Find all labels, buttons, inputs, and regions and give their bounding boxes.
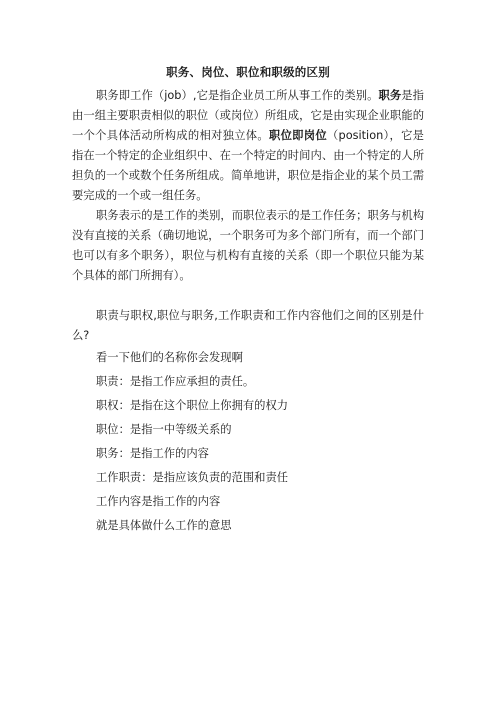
document-title: 职务、岗位、职位和职级的区别: [166, 65, 330, 79]
list-line: 工作职责：是指应该负责的范围和责任: [96, 471, 289, 484]
p1-bold-term-position: 职位即岗位: [269, 129, 327, 142]
list-line: 看一下他们的名称你会发现啊: [96, 351, 243, 364]
document-content: [72, 64, 424, 538]
list-line: 职权：是指在这个职位上你拥有的权力: [96, 399, 289, 412]
list-line: 职务：是指工作的内容: [96, 447, 209, 460]
paragraph-question: 职责与职权,职位与职务,工作职责和工作内容他们之间的区别是什么?: [72, 309, 424, 342]
paragraph-job-definition: [72, 86, 424, 206]
p1-sentence-2: 是指由一组主要职责相似的职位（或岗位）所组成，它是由实现企业职能的一个个具体活动所构成的相对独立体。: [72, 89, 424, 142]
list-line: 工作内容是指工作的内容: [96, 495, 221, 508]
list-line: 就是具体做什么工作的意思: [96, 519, 232, 532]
list-line: 职位：是指一中等级关系的: [96, 423, 232, 436]
list-line: 职责：是指工作应承担的责任。: [96, 375, 255, 388]
p1-bold-term-job: 职务: [378, 89, 402, 102]
blank-line: [72, 286, 424, 306]
p1-sentence-1: 职务即工作（job）,它是指企业员工所从事工作的类别。: [96, 89, 379, 102]
paragraph-job-vs-position: 职务表示的是工作的类别，而职位表示的是工作任务；职务与机构没有直接的关系（确切地说，一个职务可为多个部门所有，而一个部门也可以有多个职务），职位与机构有直接的关系（即一个职位只能为某个具体的部门所拥有）。: [72, 209, 424, 282]
p1-sentence-3: （position），它是指在一个特定的企业组织中、在一个特定的时间内、由一个特定的人所担负的一个或数个任务所组成。简单地讲，职位是指企业的某个员工需要完成的一个或一组任务。: [72, 129, 424, 202]
